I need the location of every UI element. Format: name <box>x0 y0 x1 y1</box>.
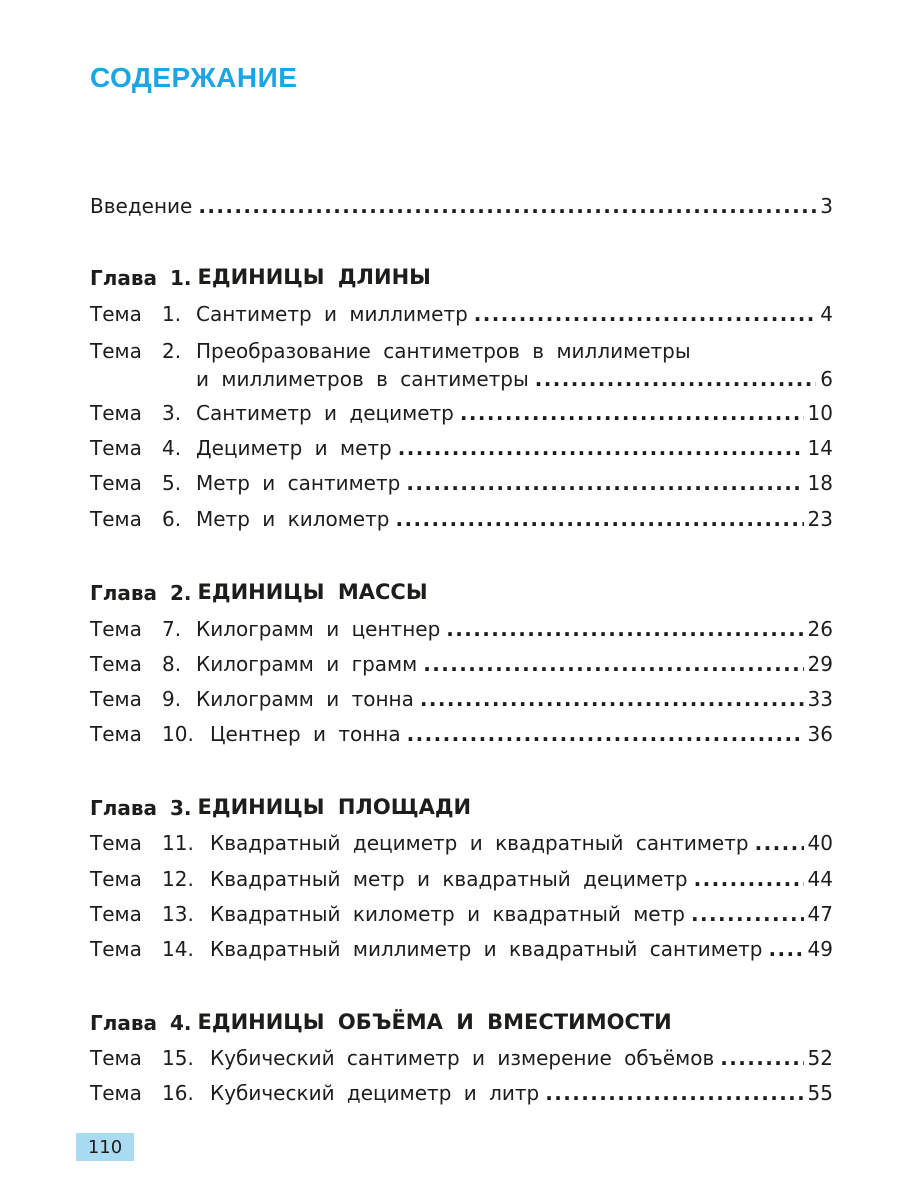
topic-label: Тема <box>90 1081 142 1105</box>
chapter-name: ЕДИНИЦЫ ПЛОЩАДИ <box>197 795 472 819</box>
topic-number: 9. <box>162 687 182 711</box>
dot-leader <box>420 689 804 709</box>
page-ref: 14 <box>807 436 833 460</box>
dot-leader <box>769 939 804 959</box>
toc-entry[interactable] <box>90 463 833 493</box>
topic-title: Килограмм и центнер <box>196 617 441 641</box>
page-ref: 18 <box>807 471 833 495</box>
topic-number: 3. <box>162 401 182 425</box>
chapter-name: ЕДИНИЦЫ ОБЪЁМА И ВМЕСТИМОСТИ <box>197 1010 672 1034</box>
chapter-name: ЕДИНИЦЫ МАССЫ <box>197 580 428 604</box>
topic-number: 7. <box>162 617 182 641</box>
topic-label: Тема <box>90 687 142 711</box>
topic-number: 15. <box>162 1046 194 1070</box>
topic-title: Метр и километр <box>196 507 390 531</box>
dot-leader <box>755 833 804 853</box>
topic-number: 5. <box>162 471 182 495</box>
page-ref: 36 <box>807 722 833 746</box>
topic-label: Тема <box>90 902 142 926</box>
topic-title: Квадратный миллиметр и квадратный сантиметр <box>210 937 763 961</box>
page-ref: 55 <box>807 1081 833 1105</box>
topic-number: 14. <box>162 937 194 961</box>
toc-entry[interactable] <box>90 1038 833 1068</box>
toc-entry[interactable] <box>90 679 833 709</box>
topic-title: Квадратный километр и квадратный метр <box>210 902 685 926</box>
chapter-heading <box>90 788 471 818</box>
chapter-prefix: Глава 4. <box>90 1011 192 1035</box>
toc-entry[interactable] <box>90 644 833 674</box>
dot-leader <box>720 1048 803 1068</box>
chapter-prefix: Глава 2. <box>90 581 192 605</box>
dot-leader <box>423 654 803 674</box>
topic-title: Квадратный метр и квадратный дециметр <box>210 867 688 891</box>
topic-title: Кубический сантиметр и измерение объёмов <box>210 1046 715 1070</box>
dot-leader <box>406 473 803 493</box>
topic-label: Тема <box>90 401 142 425</box>
topic-title: Дециметр и метр <box>196 436 392 460</box>
page-ref: 33 <box>807 687 833 711</box>
dot-leader <box>691 904 804 924</box>
chapter-heading <box>90 573 428 603</box>
topic-title: Сантиметр и миллиметр <box>196 302 468 326</box>
dot-leader <box>474 304 816 324</box>
topic-number: 4. <box>162 436 182 460</box>
topic-number: 11. <box>162 831 194 855</box>
toc-entry-continuation[interactable] <box>196 359 833 389</box>
chapter-prefix: Глава 1. <box>90 266 192 290</box>
topic-label: Тема <box>90 471 142 495</box>
dot-leader <box>694 869 804 889</box>
page-ref: 29 <box>807 652 833 676</box>
topic-number: 2. <box>162 339 182 363</box>
page-ref: 6 <box>820 367 833 391</box>
topic-title: Центнер и тонна <box>210 722 401 746</box>
topic-number: 12. <box>162 867 194 891</box>
topic-number: 8. <box>162 652 182 676</box>
toc-entry[interactable] <box>90 609 833 639</box>
topic-number: 13. <box>162 902 194 926</box>
toc-entry[interactable] <box>90 894 833 924</box>
chapter-heading <box>90 1003 672 1033</box>
topic-number: 10. <box>162 722 194 746</box>
topic-label: Тема <box>90 867 142 891</box>
page-ref: 40 <box>807 831 833 855</box>
page-ref: 26 <box>807 617 833 641</box>
dot-leader <box>460 403 804 423</box>
topic-label: Тема <box>90 1046 142 1070</box>
topic-number: 1. <box>162 302 182 326</box>
topic-label: Тема <box>90 339 142 363</box>
topic-number: 6. <box>162 507 182 531</box>
topic-title: Квадратный дециметр и квадратный сантиметр <box>210 831 749 855</box>
toc-entry[interactable] <box>90 393 833 423</box>
topic-number: 16. <box>162 1081 194 1105</box>
page-ref: 49 <box>807 937 833 961</box>
toc-entry[interactable] <box>90 929 833 959</box>
dot-leader <box>446 619 803 639</box>
page-ref: 10 <box>807 401 833 425</box>
topic-label: Тема <box>90 831 142 855</box>
topic-title: Сантиметр и дециметр <box>196 401 454 425</box>
topic-label: Тема <box>90 617 142 641</box>
topic-label: Тема <box>90 302 142 326</box>
page-ref: 3 <box>820 194 833 218</box>
toc-entry[interactable] <box>90 428 833 458</box>
chapter-name: ЕДИНИЦЫ ДЛИНЫ <box>197 265 431 289</box>
page-title: СОДЕРЖАНИЕ <box>90 62 298 93</box>
toc-entry-intro[interactable] <box>90 186 833 216</box>
topic-title: Килограмм и тонна <box>196 687 414 711</box>
toc-entry[interactable] <box>90 859 833 889</box>
chapter-prefix: Глава 3. <box>90 796 192 820</box>
topic-label: Тема <box>90 722 142 746</box>
topic-label: Тема <box>90 436 142 460</box>
toc-entry[interactable] <box>90 331 833 361</box>
topic-label: Тема <box>90 507 142 531</box>
page-number: 110 <box>76 1133 134 1161</box>
toc-entry[interactable] <box>90 823 833 853</box>
topic-label: Тема <box>90 652 142 676</box>
page-ref: 44 <box>807 867 833 891</box>
toc-entry[interactable] <box>90 1073 833 1103</box>
topic-title: Килограмм и грамм <box>196 652 418 676</box>
dot-leader <box>395 509 803 529</box>
toc-entry[interactable] <box>90 499 833 529</box>
intro-label: Введение <box>90 194 193 218</box>
toc-entry[interactable] <box>90 714 833 744</box>
page-ref: 52 <box>807 1046 833 1070</box>
topic-title: Кубический дециметр и литр <box>210 1081 540 1105</box>
chapter-heading <box>90 258 431 288</box>
page-ref: 23 <box>807 507 833 531</box>
dot-leader <box>407 724 804 744</box>
topic-title-continuation: и миллиметров в сантиметры <box>196 367 529 391</box>
page-ref: 4 <box>820 302 833 326</box>
dot-leader <box>545 1083 803 1103</box>
dot-leader <box>398 438 804 458</box>
page-ref: 47 <box>807 902 833 926</box>
dot-leader <box>535 369 816 389</box>
topic-title: Метр и сантиметр <box>196 471 401 495</box>
dot-leader <box>198 196 816 216</box>
topic-title: Преобразование сантиметров в миллиметры <box>196 339 691 363</box>
topic-label: Тема <box>90 937 142 961</box>
toc-entry[interactable] <box>90 294 833 324</box>
